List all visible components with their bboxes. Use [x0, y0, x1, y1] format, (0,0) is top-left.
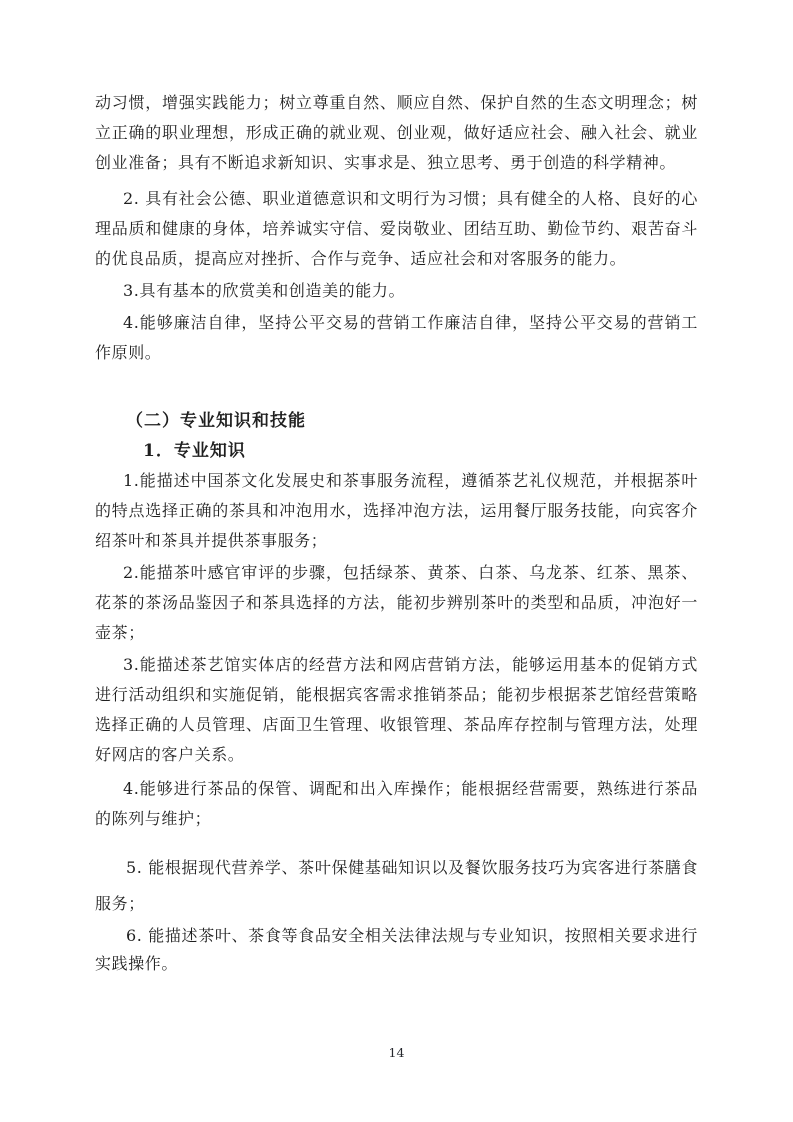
document-body — [95, 88, 698, 978]
paragraph-intro-continuation: 动习惯，增强实践能力；树立尊重自然、顺应自然、保护自然的生态文明理念；树立正确的职业理想，形成正确的就业观、创业观，做好适应社会、融入社会、就业创业准备；具有不断追求新知识、实事求是、独立思考、勇于创造的科学精神。 — [95, 93, 698, 172]
page-number: 14 — [388, 1045, 405, 1060]
subsection-heading-professional-knowledge: 1．专业知识 — [143, 441, 246, 461]
knowledge-item-2: 2.能描茶叶感官审评的步骤，包括绿茶、黄茶、白茶、乌龙茶、红茶、黑茶、花茶的茶汤品鉴因子和茶具选择的方法，能初步辨别茶叶的类型和品质，冲泡好一壶茶； — [95, 563, 698, 642]
knowledge-item-1: 1.能描述中国茶文化发展史和茶事服务流程，遵循茶艺礼仪规范，并根据茶叶的特点选择正确的茶具和冲泡用水，选择冲泡方法，运用餐厅服务技能，向宾客介绍茶叶和茶具并提供茶事服务； — [95, 471, 698, 550]
list-item-moral-2: 2. 具有社会公德、职业道德意识和文明行为习惯；具有健全的人格、良好的心理品质和健康的身体，培养诚实守信、爱岗敬业、团结互助、勤俭节约、艰苦奋斗的优良品质，提高应对挫折、合作与竞争、适应社会和对客服务的能力。 — [95, 189, 698, 268]
knowledge-item-4: 4.能够进行茶品的保管、调配和出入库操作；能根据经营需要，熟练进行茶品的陈列与维护； — [95, 779, 698, 828]
knowledge-item-5: 5. 能根据现代营养学、茶叶保健基础知识以及餐饮服务技巧为宾客进行茶膳食服务； — [95, 858, 698, 913]
list-item-moral-3: 3.具有基本的欣赏美和创造美的能力。 — [123, 281, 406, 300]
list-item-moral-4: 4.能够廉洁自律，坚持公平交易的营销工作廉洁自律，坚持公平交易的营销工作原则。 — [95, 313, 698, 362]
knowledge-item-3: 3.能描述茶艺馆实体店的经营方法和网店营销方法，能够运用基本的促销方式进行活动组织和实施促销，能根据宾客需求推销茶品；能初步根据茶艺馆经营策略选择正确的人员管理、店面卫生管理、收银管理、茶品库存控制与管理方法，处理好网店的客户关系。 — [95, 655, 698, 764]
knowledge-item-6: 6. 能描述茶叶、茶食等食品安全相关法律法规与专业知识，按照相关要求进行实践操作。 — [95, 926, 698, 973]
section-heading-professional-knowledge-and-skills: （二）专业知识和技能 — [126, 411, 306, 431]
